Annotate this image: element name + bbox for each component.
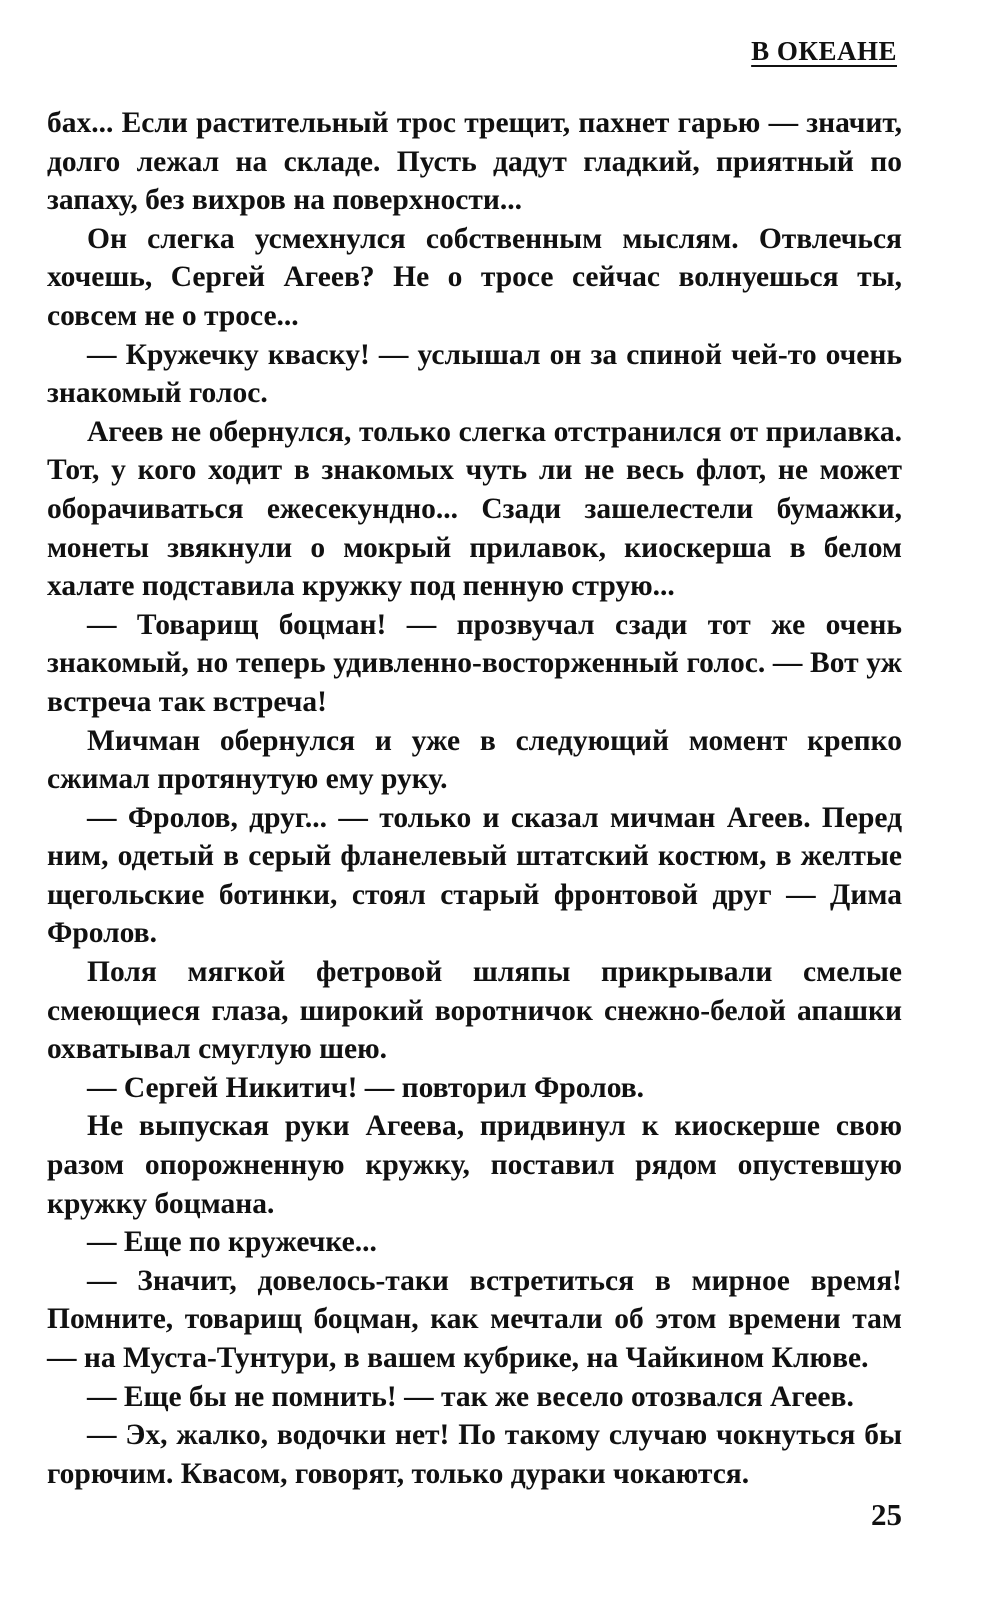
body-text xyxy=(47,104,902,1493)
paragraph: — Кружечку кваску! — услышал он за спиной чей-то очень знакомый голос. xyxy=(47,338,902,410)
paragraph: — Товарищ боцман! — прозвучал сзади тот же очень знакомый, но теперь удивленно-восторженный голос. — Вот уж встреча так встреча! xyxy=(47,608,902,718)
paragraph: — Значит, довелось-таки встретиться в мирное время! Помните, товарищ боцман, как мечтали об этом времени там — на Муста-Тунтури, в вашем кубрике, на Чайкином Клюве. xyxy=(47,1264,902,1374)
running-head: В ОКЕАНЕ xyxy=(751,36,897,66)
paragraph: Мичман обернулся и уже в следующий момент крепко сжимал протянутую ему руку. xyxy=(47,724,902,796)
paragraph: Агеев не обернулся, только слегка отстранился от прилавка. Тот, у кого ходит в знакомых чуть ли не весь флот, не может оборачиваться ежесекундно... Сзади зашелестели бумажки, монеты звякнули о мокрый прилавок, киоскерша в белом халате подставила кружку под пенную струю... xyxy=(47,415,902,603)
paragraph: бах... Если растительный трос трещит, пахнет гарью — значит, долго лежал на складе. Пусть дадут гладкий, приятный по запаху, без вихров на поверхности... xyxy=(47,107,902,217)
paragraph: — Еще по кружечке... xyxy=(87,1226,377,1259)
paragraph: — Еще бы не помнить! — так же весело отозвался Агеев. xyxy=(87,1380,854,1413)
paragraph: Не выпуская руки Агеева, придвинул к киоскерше свою разом опорожненную кружку, поставил рядом опустевшую кружку боцмана. xyxy=(47,1110,902,1220)
page-number: 25 xyxy=(871,1497,902,1532)
paragraph: — Фролов, друг... — только и сказал мичман Агеев. Перед ним, одетый в серый фланелевый штатский костюм, в желтые щегольские ботинки, стоял старый фронтовой друг — Дима Фролов. xyxy=(47,801,902,950)
paragraph: Поля мягкой фетровой шляпы прикрывали смелые смеющиеся глаза, широкий воротничок снежно-белой апашки охватывал смуглую шею. xyxy=(47,956,902,1066)
paragraph: Он слегка усмехнулся собственным мыслям. Отвлечься хочешь, Сергей Агеев? Не о тросе сейчас волнуешься ты, совсем не о тросе... xyxy=(47,222,902,332)
paragraph: — Эх, жалко, водочки нет! По такому случаю чокнуться бы горючим. Квасом, говорят, только дураки чокаются. xyxy=(47,1419,902,1490)
paragraph: — Сергей Никитич! — повторил Фролов. xyxy=(87,1071,645,1104)
